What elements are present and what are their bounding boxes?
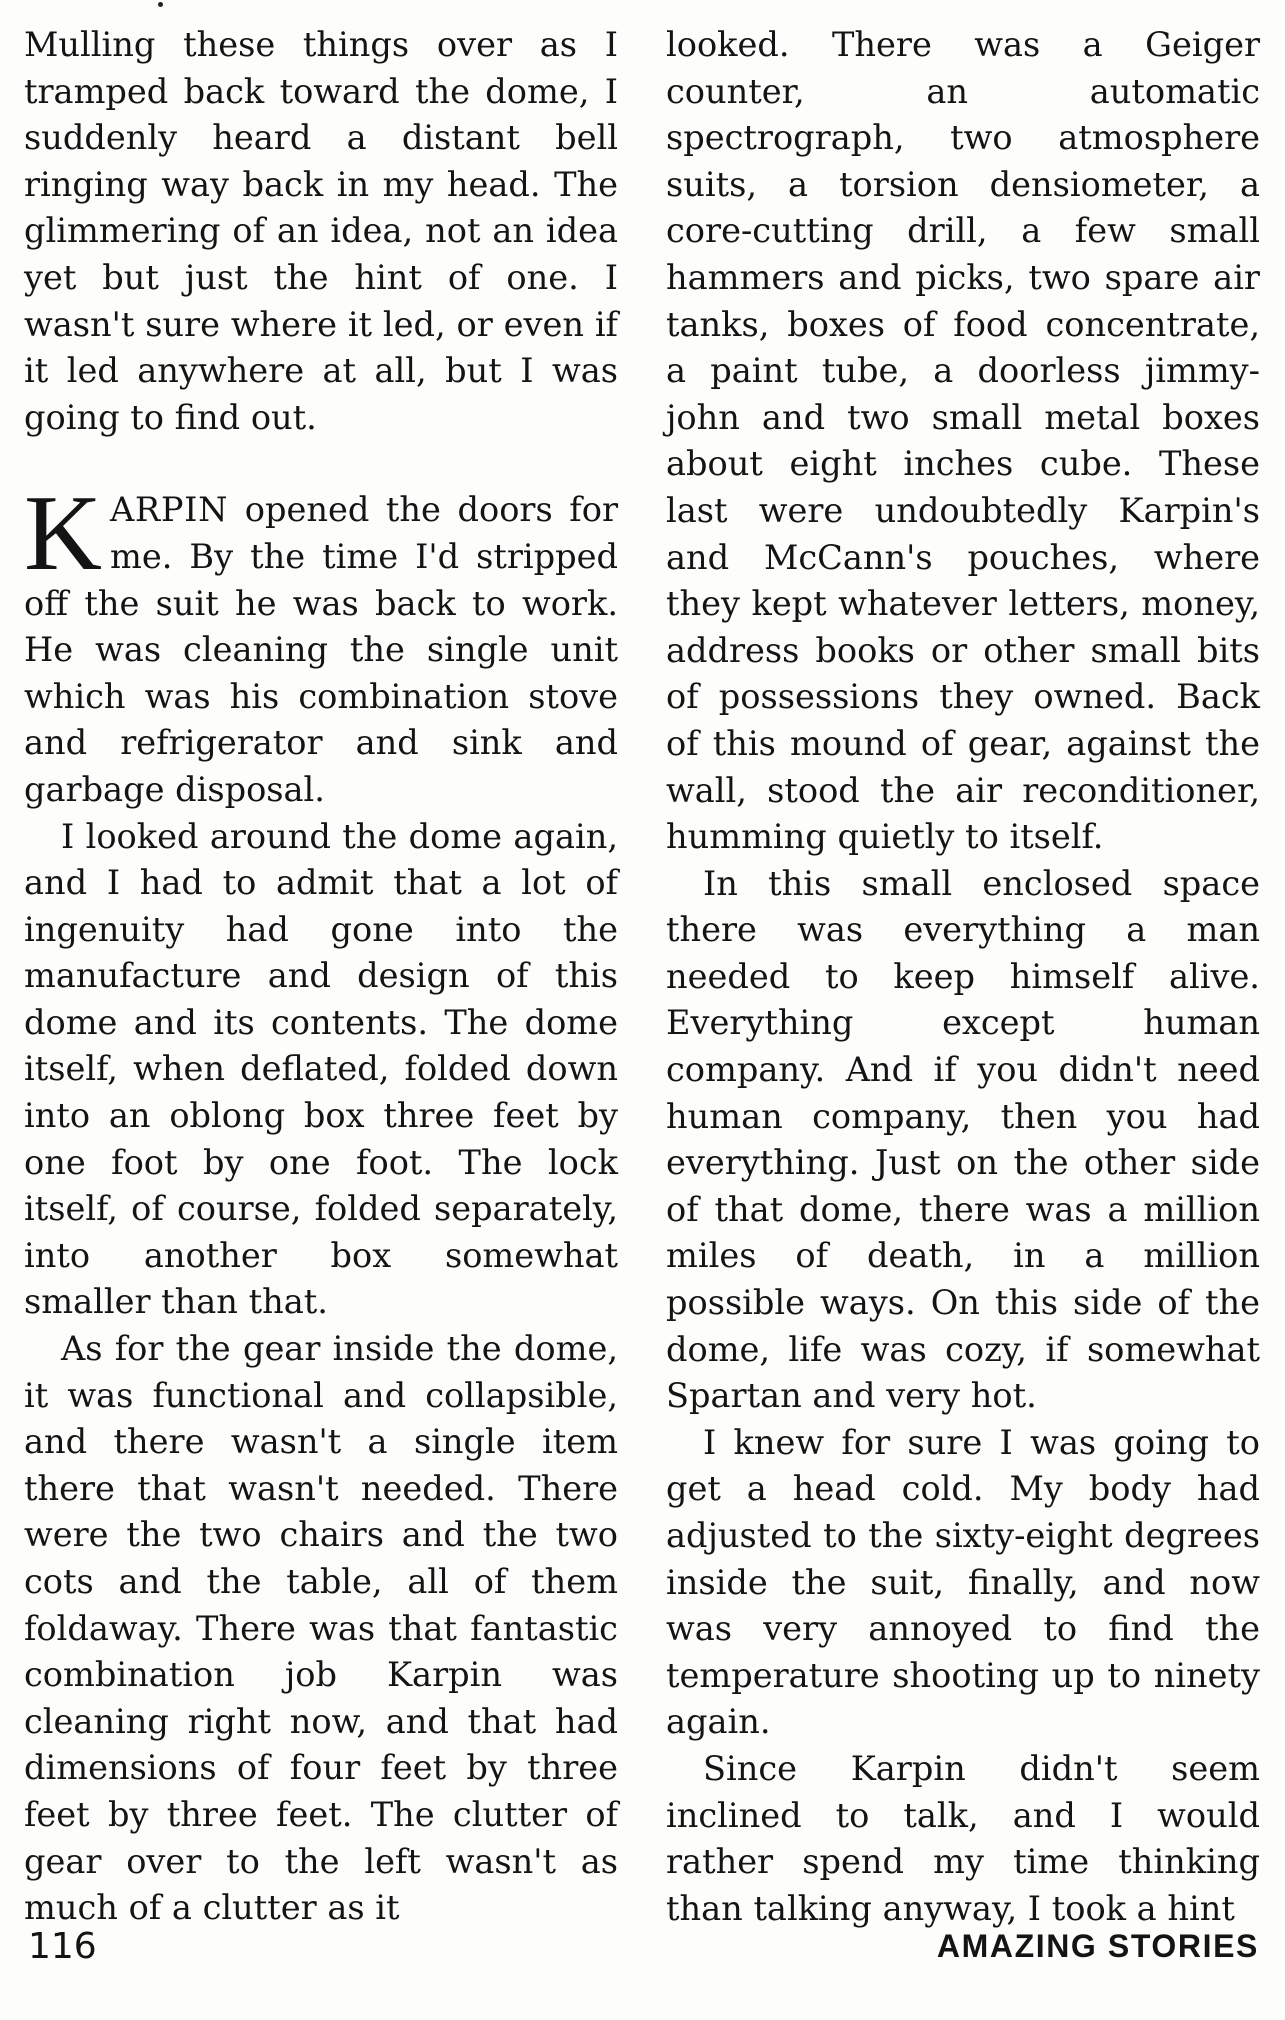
right-paragraph-2: In this small enclosed space there was everything a man needed to keep himself alive. Everything except human company. And if you didn't need human company, then you had everything. Just on the other side of that dome, there was a million miles of death, in a million possible ways. On this side of the dome, life was cozy, if somewhat Spartan and very hot. xyxy=(666,863,1260,1416)
running-head: AMAZING STORIES xyxy=(936,1928,1259,1964)
drop-cap-letter: K xyxy=(24,474,102,594)
left-paragraph-2 xyxy=(24,474,618,813)
left-paragraph-1: Mulling these things over as I tramped back toward the dome, I suddenly heard a distant bell ringing way back in my head. The glimmering of an idea, not an idea yet but just the hint of one. I wasn't sure where it led, or even if it led anywhere at all, but I was going to find out. xyxy=(24,25,618,437)
right-paragraph-4: Since Karpin didn't seem inclined to talk, and I would rather spend my time thinking than talking anyway, I took a hint xyxy=(666,1748,1260,1928)
right-paragraph-3: I knew for sure I was going to get a head cold. My body had adjusted to the sixty-eight degrees inside the suit, finally, and now was very annoyed to find the temperature shooting up to ninety again. xyxy=(666,1422,1260,1742)
small-caps-word: ARPIN xyxy=(110,490,229,530)
print-speck xyxy=(158,2,163,7)
left-column xyxy=(24,22,618,1932)
right-paragraph-1: looked. There was a Geiger counter, an automatic spectrograph, two atmosphere suits, a torsion densiometer, a core-cutting drill, a few small hammers and picks, two spare air tanks, boxes of food concentrate, a paint tube, a doorless jimmy-john and two small metal boxes about eight inches cube. These last were undoubtedly Karpin's and McCann's pouches, where they kept whatever letters, money, address books or other small bits of possessions they owned. Back of this mound of gear, against the wall, stood the air reconditioner, humming quietly to itself. xyxy=(666,25,1260,857)
left-paragraph-2-text: opened the doors for me. By the time I'd stripped off the suit he was back to work. He was cleaning the single unit which was his combination stove and refrigerator and sink and garbage disposal. xyxy=(24,490,618,809)
left-paragraph-3: I looked around the dome again, and I had to admit that a lot of ingenuity had gone into the manufacture and design of this dome and its contents. The dome itself, when deflated, folded down into an oblong box three feet by one foot by one foot. The lock itself, of course, folded separately, into another box somewhat smaller than that. xyxy=(24,816,618,1322)
page-number: 116 xyxy=(28,1926,97,1967)
left-paragraph-4: As for the gear inside the dome, it was functional and collapsible, and there wasn't a single item there that wasn't needed. There were the two chairs and the two cots and the table, all of them foldaway. There was that fantastic combination job Karpin was cleaning right now, and that had dimensions of four feet by three feet by three feet. The clutter of gear over to the left wasn't as much of a clutter as it xyxy=(24,1329,618,1928)
right-column xyxy=(666,22,1260,1932)
